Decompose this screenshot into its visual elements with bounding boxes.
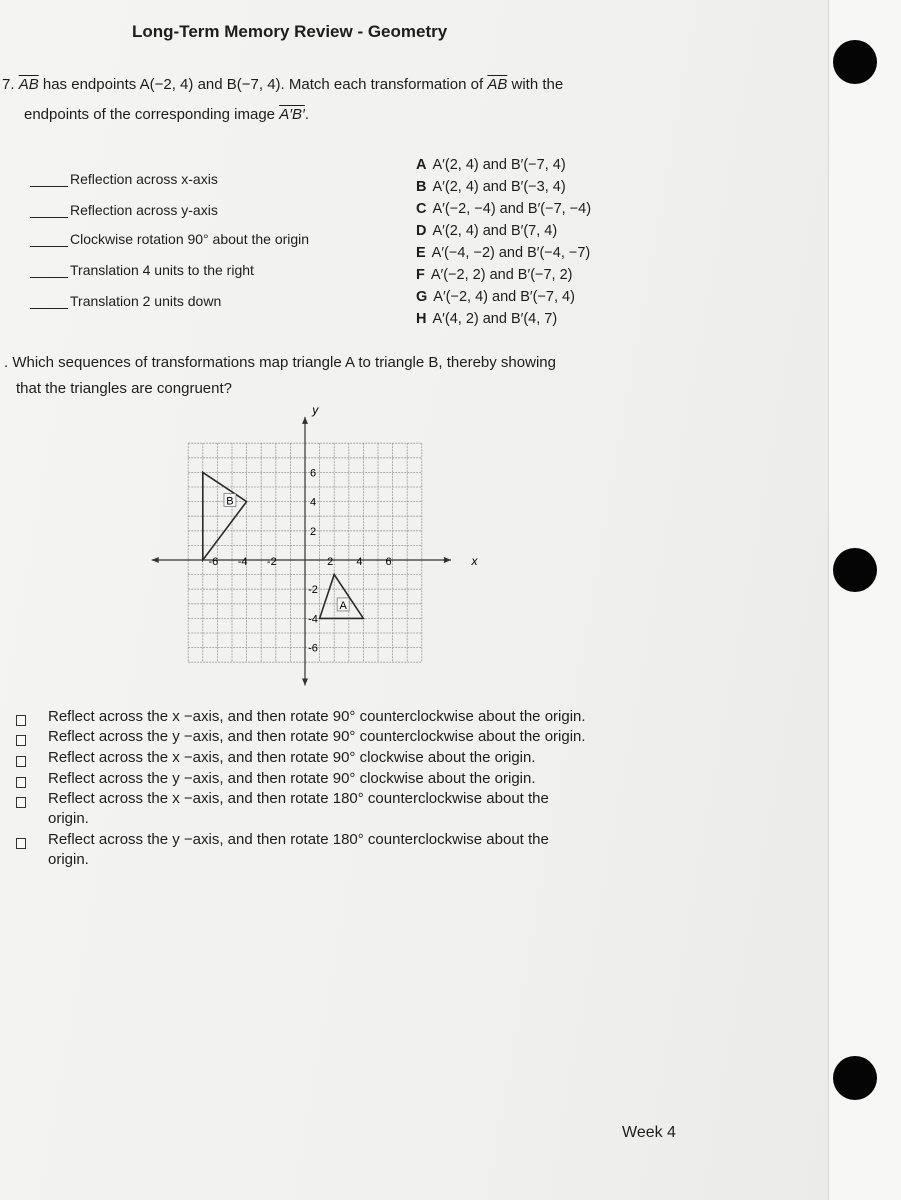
option-checkbox[interactable] [16, 715, 26, 726]
question-7-text-line2: endpoints of the corresponding image A′B′. [24, 106, 309, 123]
option-checkbox[interactable] [16, 735, 26, 746]
option-checkbox[interactable] [16, 797, 26, 808]
answer-choice: F A′(−2, 2) and B′(−7, 2) [416, 267, 573, 283]
answer-blank[interactable] [30, 217, 68, 218]
answer-blank[interactable] [30, 246, 68, 247]
y-axis-arrow [302, 679, 308, 686]
question-7-text: 7. $\overline{AB}$ has endpoints A(−2, 4) and B(−7, 4). Match each transformation of $\overline{AB}$ with the [2, 76, 564, 93]
option-text: Reflect across the x −axis, and then rotate 90° clockwise about the origin. [48, 749, 536, 766]
y-tick-label: 2 [309, 525, 317, 538]
y-axis-arrow [302, 417, 308, 424]
week-label: Week 4 [622, 1124, 676, 1141]
question-8-text: . Which sequences of transformations map triangle A to triangle B, thereby showing [4, 354, 556, 371]
x-tick-label: -2 [266, 556, 277, 568]
transformation-label: Clockwise rotation 90° about the origin [70, 231, 310, 247]
answer-blank[interactable] [30, 277, 68, 278]
transformation-label: Reflection across x-axis [70, 171, 218, 187]
option-checkbox[interactable] [16, 756, 26, 767]
y-tick-label: 4 [309, 496, 317, 509]
answer-blank[interactable] [30, 186, 68, 187]
x-tick-label: -4 [237, 556, 248, 568]
x-tick-label: 6 [385, 556, 392, 568]
x-tick-label: 2 [327, 556, 334, 568]
x-tick-label: 4 [356, 556, 363, 568]
y-tick-label: -4 [308, 613, 318, 626]
transformation-label: Translation 4 units to the right [70, 262, 254, 278]
answer-choice: G A′(−2, 4) and B′(−7, 4) [416, 289, 575, 305]
option-text: Reflect across the x −axis, and then rotate 180° counterclockwise about the [48, 790, 549, 807]
triangle-b-label: B [226, 495, 234, 508]
transformation-label: Reflection across y-axis [70, 202, 218, 218]
triangle-a-label: A [339, 599, 347, 612]
y-tick-label: -2 [308, 584, 318, 597]
question-8-text-line2: that the triangles are congruent? [16, 380, 232, 397]
y-tick-label: 6 [309, 467, 317, 480]
option-text: Reflect across the y −axis, and then rotate 90° counterclockwise about the origin. [48, 728, 586, 745]
option-text-continued: origin. [48, 810, 89, 827]
x-axis-arrow [444, 557, 451, 563]
y-tick-label: -6 [308, 642, 318, 655]
answer-choice: E A′(−4, −2) and B′(−4, −7) [416, 245, 591, 261]
answer-choice: A A′(2, 4) and B′(−7, 4) [416, 157, 566, 173]
answer-choice: D A′(2, 4) and B′(7, 4) [416, 223, 558, 239]
y-axis-label: y [312, 403, 319, 417]
transformation-label: Translation 2 units down [70, 293, 222, 309]
punch-hole [833, 1056, 877, 1100]
option-text: Reflect across the y −axis, and then rotate 180° counterclockwise about the [48, 831, 549, 848]
page-edge [828, 0, 901, 1200]
option-text-continued: origin. [48, 851, 89, 868]
punch-hole [833, 40, 877, 84]
x-axis-label: x [471, 554, 478, 568]
answer-choice: H A′(4, 2) and B′(4, 7) [416, 311, 558, 327]
page-title: Long-Term Memory Review - Geometry [132, 22, 448, 41]
x-tick-label: -6 [208, 556, 219, 568]
option-checkbox[interactable] [16, 777, 26, 788]
answer-blank[interactable] [30, 308, 68, 309]
option-checkbox[interactable] [16, 838, 26, 849]
punch-hole [833, 548, 877, 592]
answer-choice: C A′(−2, −4) and B′(−7, −4) [416, 201, 592, 217]
coordinate-grid [170, 403, 478, 700]
option-text: Reflect across the x −axis, and then rotate 90° counterclockwise about the origin. [48, 708, 586, 725]
option-text: Reflect across the y −axis, and then rotate 90° clockwise about the origin. [48, 770, 536, 787]
answer-choice: B A′(2, 4) and B′(−3, 4) [416, 179, 566, 195]
